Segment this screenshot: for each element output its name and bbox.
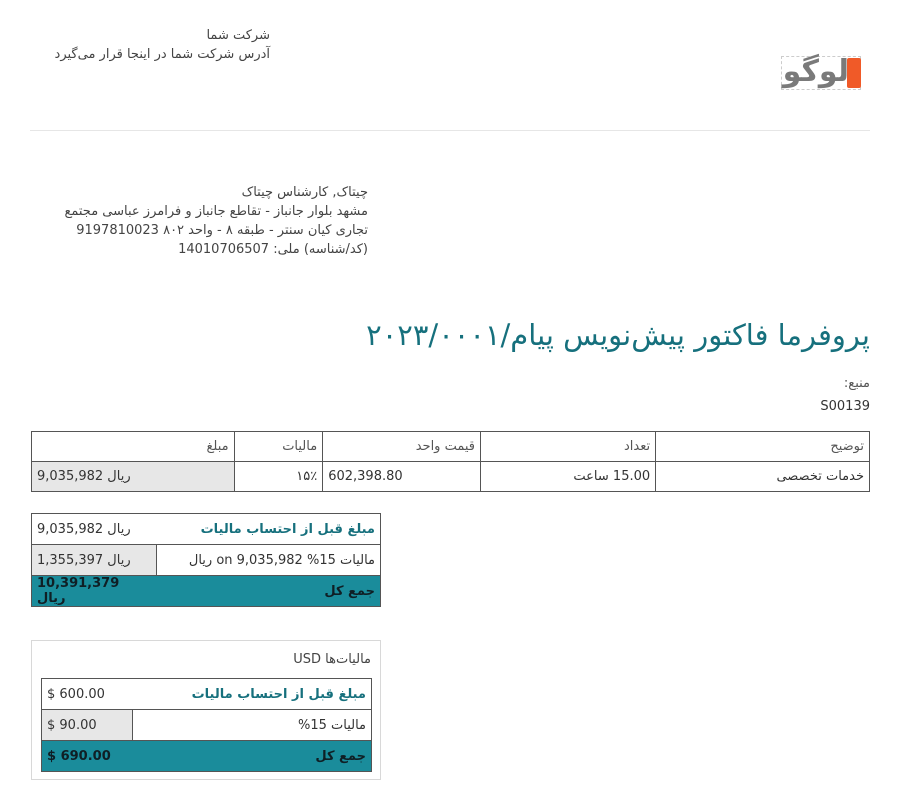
logo-text: لوگو xyxy=(782,54,849,89)
totals-untaxed-row xyxy=(32,514,381,545)
invoice-lines-table xyxy=(31,431,870,492)
usd-taxes-title: مالیات‌ها USD xyxy=(293,652,371,667)
usd-tax-label: مالیات 15% xyxy=(132,710,371,741)
partner-building-phone: تجاری کیان سنتر - طبقه ۸ - واحد ۸۰۲ 9197810023 xyxy=(76,223,368,238)
company-info xyxy=(30,26,270,64)
usd-taxes-table xyxy=(41,678,372,772)
usd-taxes-box xyxy=(31,640,381,780)
line-amount: 9,035,982 ریال xyxy=(32,462,235,492)
partner-address xyxy=(30,183,368,259)
usd-grand-row xyxy=(42,741,372,772)
document-title: پروفرما فاکتور پیش‌نویس پیام/۲۰۲۳/۰۰۰۱ xyxy=(366,318,870,352)
grand-total-label: جمع کل xyxy=(156,576,380,607)
usd-tax-value: $ 90.00 xyxy=(42,710,133,741)
header-quantity: تعداد xyxy=(481,432,656,462)
header-unit-price: قیمت واحد xyxy=(323,432,481,462)
usd-tax-row xyxy=(42,710,372,741)
tax-value: 1,355,397 ریال xyxy=(32,545,157,576)
company-name: شرکت شما xyxy=(206,28,270,43)
table-row xyxy=(32,462,870,492)
source-label: منبع: xyxy=(843,376,870,391)
untaxed-label: مبلغ قبل از احتساب مالیات xyxy=(156,514,380,545)
logo-accent-shape xyxy=(847,58,861,88)
tax-label: مالیات 15% on 9,035,982 ریال xyxy=(156,545,380,576)
partner-national-id: (کد/شناسه) ملی: 14010706507 xyxy=(178,242,368,257)
untaxed-value: 9,035,982 ریال xyxy=(32,514,157,545)
header-divider xyxy=(30,130,870,131)
company-logo xyxy=(779,56,861,90)
line-description: خدمات تخصصی xyxy=(656,462,870,492)
partner-name: چیتاک, کارشناس چیتاک xyxy=(241,185,368,200)
header-amount: مبلغ xyxy=(32,432,235,462)
totals-tax-row xyxy=(32,545,381,576)
usd-untaxed-row xyxy=(42,679,372,710)
usd-untaxed-value: $ 600.00 xyxy=(42,679,133,710)
totals-grand-row xyxy=(32,576,381,607)
usd-untaxed-label: مبلغ قبل از احتساب مالیات xyxy=(132,679,371,710)
source-value: S00139 xyxy=(820,399,870,414)
grand-total-value: 10,391,379 ریال xyxy=(32,576,157,607)
totals-table xyxy=(31,513,381,607)
header-taxes: مالیات xyxy=(234,432,323,462)
line-taxes: ۱۵٪ xyxy=(234,462,323,492)
line-unit-price: 602,398.80 xyxy=(323,462,481,492)
usd-grand-total-label: جمع کل xyxy=(132,741,371,772)
partner-street: مشهد بلوار جانباز - تقاطع جانباز و فرامرز عباسی مجتمع xyxy=(64,204,368,219)
company-address: آدرس شرکت شما در اینجا قرار می‌گیرد xyxy=(54,47,270,62)
table-header-row xyxy=(32,432,870,462)
usd-grand-total-value: $ 690.00 xyxy=(42,741,133,772)
header-description: توضیح xyxy=(656,432,870,462)
line-quantity: 15.00 ساعت xyxy=(481,462,656,492)
